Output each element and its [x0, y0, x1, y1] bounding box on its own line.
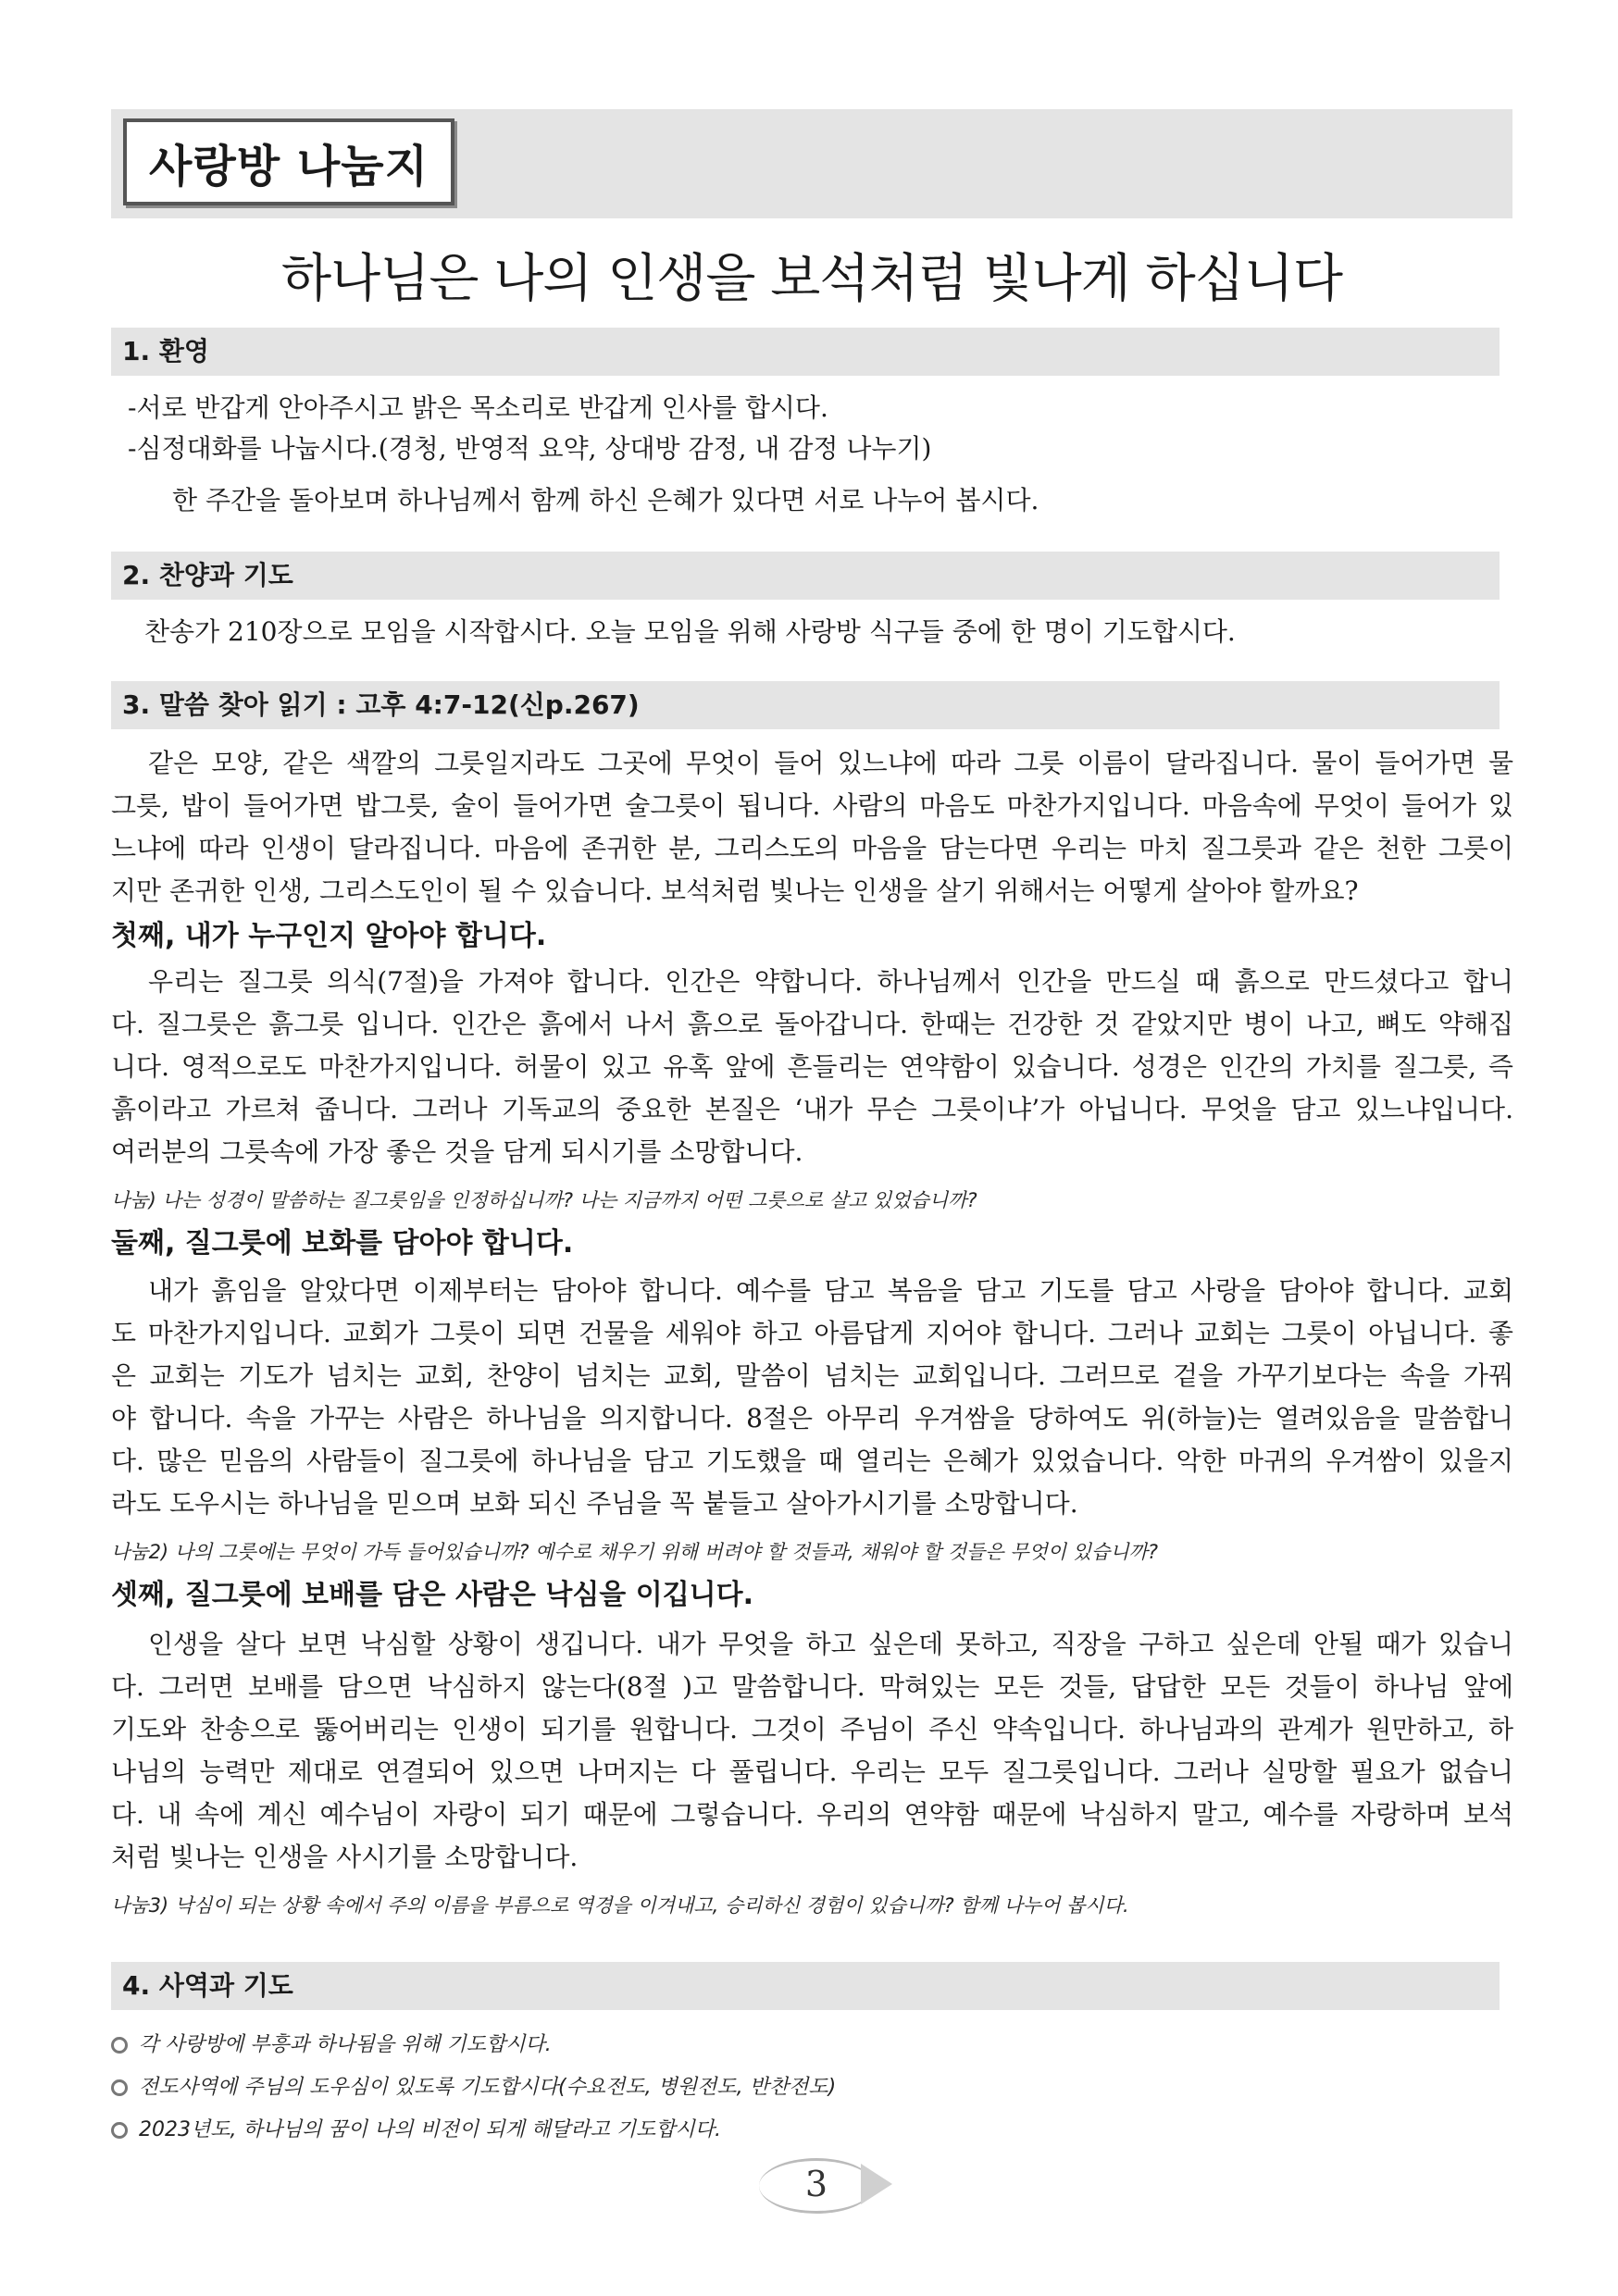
point2-line: 라도 도우시는 하나님을 믿으며 보화 되신 주님을 꼭 붙들고 살아가시기를 소망합니다.: [111, 1488, 1078, 1519]
page-title: 하나님은 나의 인생을 보석처럼 빛나게 하십니다: [281, 249, 1342, 309]
point1-heading: 첫째, 내가 누구인지 알아야 합니다.: [111, 920, 547, 952]
point2-line: 야 합니다. 속을 가꾸는 사람은 하나님을 의지합니다. 8절은 아무리 우겨쌈을 당하여도 위(하늘)는 열려있음을 말씀합니: [111, 1403, 1513, 1433]
point1-line: 우리는 질그릇 의식(7절)을 가져야 합니다. 인간은 약합니다. 하나님께서 인간을 만드실 때 흙으로 만드셨다고 합니: [148, 966, 1513, 997]
intro-line: 같은 모양, 같은 색깔의 그릇일지라도 그곳에 무엇이 들어 있느냐에 따라 그릇 이름이 달라집니다. 물이 들어가면 물: [148, 748, 1513, 778]
point2-heading: 둘째, 질그릇에 보화를 담아야 합니다.: [111, 1227, 574, 1260]
intro-line: 느냐에 따라 인생이 달라집니다. 마음에 존귀한 분, 그리스도의 마음을 담는다면 우리는 마치 질그릇과 같은 천한 그릇이: [111, 833, 1513, 863]
prayer-item: [111, 2071, 836, 2104]
point3-heading: 셋째, 질그릇에 보배를 담은 사람은 낙심을 이깁니다.: [111, 1579, 754, 1611]
circle-bullet-icon: [111, 2037, 128, 2054]
point2-line: 내가 흙임을 알았다면 이제부터는 담아야 합니다. 예수를 담고 복음을 담고 기도를 담고 사랑을 담아야 합니다. 교회: [148, 1275, 1513, 1306]
point1-line: 니다. 영적으로도 마찬가지입니다. 허물이 있고 유혹 앞에 흔들리는 연약함이 있습니다. 성경은 인간의 가치를 질그릇, 즉: [111, 1051, 1513, 1082]
prayer-text: 전도사역에 주님의 도우심이 있도록 기도합시다(수요전도, 병원전도, 반찬전도): [139, 2076, 837, 2099]
point2-question: 나눔2) 나의 그릇에는 무엇이 가득 들어있습니까? 예수로 채우기 위해 버려야 할 것들과, 채워야 할 것들은 무엇이 있습니까?: [111, 1541, 1159, 1563]
intro-line: 그릇, 밥이 들어가면 밥그릇, 술이 들어가면 술그릇이 됩니다. 사람의 마음도 마찬가지입니다. 마음속에 무엇이 들어가 있: [111, 790, 1513, 821]
circle-bullet-icon: [111, 2079, 128, 2096]
prayer-item: [111, 2114, 721, 2147]
section-heading-scripture: 3. 말씀 찾아 읽기 : 고후 4:7-12(신p.267): [111, 681, 1500, 729]
section-heading-praise: 2. 찬양과 기도: [111, 552, 1500, 600]
point3-line: 처럼 빛나는 인생을 사시기를 소망합니다.: [111, 1842, 579, 1872]
welcome-line-3: 한 주간을 돌아보며 하나님께서 함께 하신 은혜가 있다면 서로 나누어 봅시다.: [172, 485, 1039, 515]
point1-question: 나눔) 나는 성경이 말씀하는 질그릇임을 인정하십니까? 나는 지금까지 어떤 그릇으로 살고 있었습니까?: [111, 1189, 977, 1211]
point3-line: 인생을 살다 보면 낙심할 상황이 생깁니다. 내가 무엇을 하고 싶은데 못하고, 직장을 구하고 싶은데 안될 때가 있습니: [148, 1629, 1513, 1659]
point2-line: 은 교회는 기도가 넘치는 교회, 찬양이 넘치는 교회, 말씀이 넘치는 교회입니다. 그러므로 겉을 가꾸기보다는 속을 가꿔: [111, 1360, 1513, 1391]
point3-line: 기도와 찬송으로 뚫어버리는 인생이 되기를 원합니다. 그것이 주님이 주신 약속입니다. 하나님과의 관계가 원만하고, 하: [111, 1714, 1513, 1744]
page-number: 3: [804, 2164, 828, 2204]
point3-line: 다. 그러면 보배를 담으면 낙심하지 않는다(8절 )고 말씀합니다. 막혀있는 모든 것들, 답답한 모든 것들이 하나님 앞에: [111, 1671, 1513, 1702]
section-heading-welcome: 1. 환영: [111, 328, 1500, 376]
intro-line: 지만 존귀한 인생, 그리스도인이 될 수 있습니다. 보석처럼 빛나는 인생을 살기 위해서는 어떻게 살아야 할까요?: [111, 875, 1359, 906]
point3-line: 나님의 능력만 제대로 연결되어 있으면 나머지는 다 풀립니다. 우리는 모두 질그릇입니다. 그러나 실망할 필요가 없습니: [111, 1756, 1513, 1787]
prayer-item: [111, 2029, 552, 2062]
prayer-text: 각 사랑방에 부흥과 하나됨을 위해 기도합시다.: [139, 2033, 552, 2056]
point2-line: 도 마찬가지입니다. 교회가 그릇이 되면 건물을 세워야 하고 아름답게 지어야 합니다. 그러나 교회는 그릇이 아닙니다. 좋: [111, 1318, 1513, 1348]
point3-question: 나눔3) 낙심이 되는 상황 속에서 주의 이름을 부름으로 역경을 이겨내고, 승리하신 경험이 있습니까? 함께 나누어 봅시다.: [111, 1894, 1129, 1917]
welcome-line-2: -심정대화를 나눕시다.(경청, 반영적 요약, 상대방 감정, 내 감정 나누기): [128, 433, 932, 464]
prayer-text: 2023년도, 하나님의 꿈이 나의 비전이 되게 해달라고 기도합시다.: [139, 2118, 721, 2141]
point1-line: 흙이라고 가르쳐 줍니다. 그러나 기독교의 중요한 본질은 ‘내가 무슨 그릇이냐’가 아닙니다. 무엇을 담고 있느냐입니다.: [111, 1094, 1513, 1124]
circle-bullet-icon: [111, 2122, 128, 2139]
praise-line-1: 찬송가 210장으로 모임을 시작합시다. 오늘 모임을 위해 사랑방 식구들 중에 한 명이 기도합시다.: [144, 616, 1236, 647]
point1-line: 여러분의 그릇속에 가장 좋은 것을 담게 되시기를 소망합니다.: [111, 1136, 803, 1167]
point1-line: 다. 질그릇은 흙그릇 입니다. 인간은 흙에서 나서 흙으로 돌아갑니다. 한때는 건강한 것 같았지만 병이 나고, 뼈도 약해집: [111, 1009, 1513, 1039]
section-heading-ministry: 4. 사역과 기도: [111, 1962, 1500, 2010]
point3-line: 다. 내 속에 계신 예수님이 자랑이 되기 때문에 그렇습니다. 우리의 연약함 때문에 낙심하지 말고, 예수를 자랑하며 보석: [111, 1799, 1513, 1830]
header-label: 사랑방 나눔지: [123, 118, 454, 205]
point2-line: 다. 많은 믿음의 사람들이 질그릇에 하나님을 담고 기도했을 때 열리는 은혜가 있었습니다. 악한 마귀의 우겨쌈이 있을지: [111, 1446, 1513, 1476]
welcome-line-1: -서로 반갑게 안아주시고 밝은 목소리로 반갑게 인사를 합시다.: [128, 392, 828, 423]
